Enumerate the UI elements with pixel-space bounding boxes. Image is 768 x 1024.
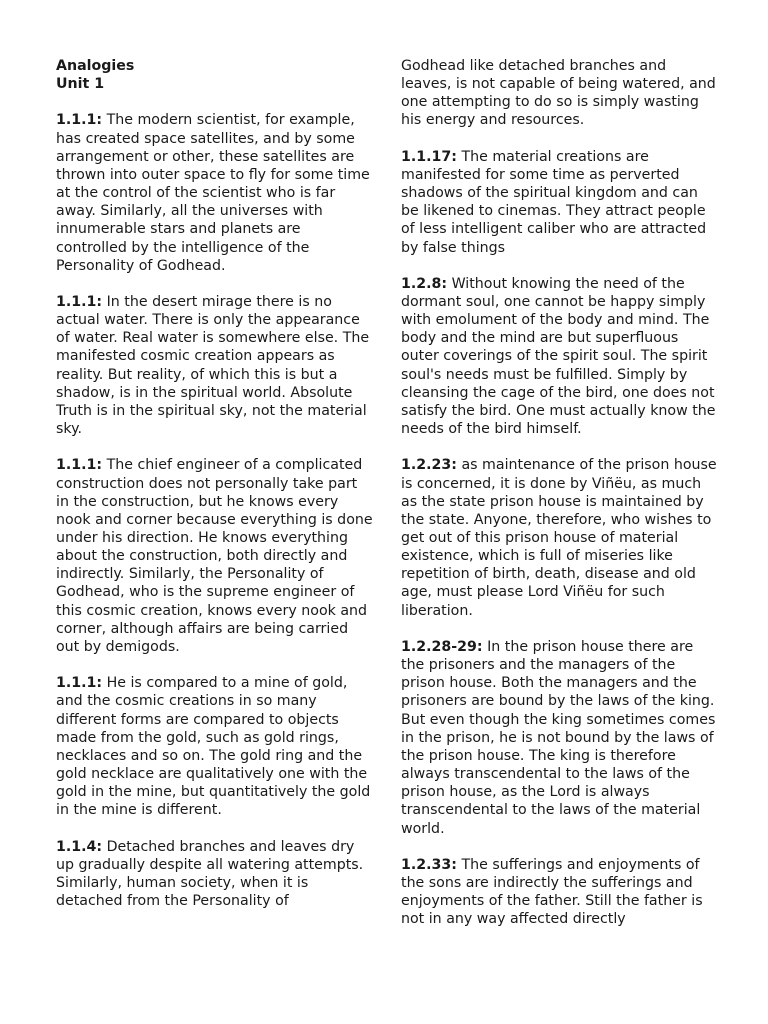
verse-reference: 1.2.33: <box>401 856 457 873</box>
paragraph-text: The chief engineer of a complicated construction does not personally take part in the construction, but he knows every nook and corner because everything is done under his direction. He knows everything about the construction, both directly and indirectly. Similarly, the Personality of Godhead, who is the supreme engineer of this cosmic creation, knows every nook and corner, although affairs are being carried out by demigods. <box>56 457 373 655</box>
paragraph-text: The modern scientist, for example, has created space satellites, and by some arrangement or other, these satellites are thrown into outer space to fly for some time at the control of the scientist who is far away. Similarly, all the universes with innumerable stars and planets are controlled by the intelligence of the Personality of Godhead. <box>56 112 370 274</box>
verse-reference: 1.1.1: <box>56 675 103 692</box>
paragraph-text: Without knowing the need of the dormant soul, one cannot be happy simply with emolument of the body and mind. The body and the mind are but superfluous outer coverings of the spirit soul. The spirit soul's needs must be fulfilled. Simply by cleansing the cage of the bird, one does not satisfy the bird. One must actually know the needs of the bird himself. <box>401 275 716 438</box>
paragraph-text: In the desert mirage there is no actual water. There is only the appearance of water. Real water is somewhere else. The manifested cosmic creation appears as reality. But reality, of which this is but a shadow, is in the spiritual world. Absolute Truth is in the spiritual sky, not the material sky. <box>56 294 370 438</box>
verse-reference: 1.1.4: <box>56 838 103 855</box>
verse-reference: 1.1.17: <box>401 148 457 165</box>
left-column <box>56 57 374 928</box>
paragraph <box>401 148 719 257</box>
right-column <box>401 57 719 947</box>
spacer <box>56 93 374 111</box>
paragraph <box>56 456 374 656</box>
verse-reference: 1.2.8: <box>401 275 448 292</box>
verse-reference: 1.1.1: <box>56 294 103 310</box>
paragraph <box>401 456 719 619</box>
paragraph-text: He is compared to a mine of gold, and the cosmic creations in so many different forms are compared to objects made from the gold, such as gold rings, necklaces and so on. The gold ring and the gold necklace are qualitatively one with the gold in the mine, but quantitatively the gold in the mine is different. <box>56 675 371 819</box>
paragraph-text: The sufferings and enjoyments of the sons are indirectly the sufferings and enjoyments of the father. Still the father is not in any way affected directly <box>401 856 703 928</box>
document-subtitle: Unit 1 <box>56 76 105 93</box>
paragraph <box>56 293 374 438</box>
paragraph <box>56 674 374 819</box>
paragraph-text: The material creations are manifested for some time as perverted shadows of the spiritual kingdom and can be likened to cinemas. They attract people of less intelligent caliber who are attracted by false things <box>401 148 707 256</box>
verse-reference: 1.2.23: <box>401 457 457 474</box>
paragraph-text: as maintenance of the prison house is concerned, it is done by Viñëu, as much as the state prison house is maintained by the state. Anyone, therefore, who wishes to get out of this prison house of material existence, which is full of miseries like repetition of birth, death, disease and old age, must please Lord Viñëu for such liberation. <box>401 457 717 619</box>
paragraph <box>56 838 374 911</box>
paragraph <box>56 111 374 274</box>
paragraph <box>401 856 719 929</box>
verse-reference: 1.1.1: <box>56 457 103 474</box>
paragraph <box>401 638 719 838</box>
paragraph-text: In the prison house there are the prisoners and the managers of the prison house. Both the managers and the prisoners are bound by the laws of the king. But even though the king sometimes comes in the prison, he is not bound by the laws of the prison house. The king is therefore always transcendental to the laws of the prison house, as the Lord is always transcendental to the laws of the material world. <box>401 638 716 837</box>
verse-reference: 1.2.28-29: <box>401 638 483 655</box>
document-title: Analogies <box>56 58 135 74</box>
verse-reference: 1.1.1: <box>56 112 103 129</box>
paragraph-continuation: Godhead like detached branches and leaves, is not capable of being watered, and one attempting to do so is simply wasting his energy and resources. <box>401 58 716 129</box>
paragraph-text: Detached branches and leaves dry up gradually despite all watering attempts. Similarly, human society, when it is detached from the Personality of <box>56 838 364 910</box>
paragraph <box>401 275 719 438</box>
